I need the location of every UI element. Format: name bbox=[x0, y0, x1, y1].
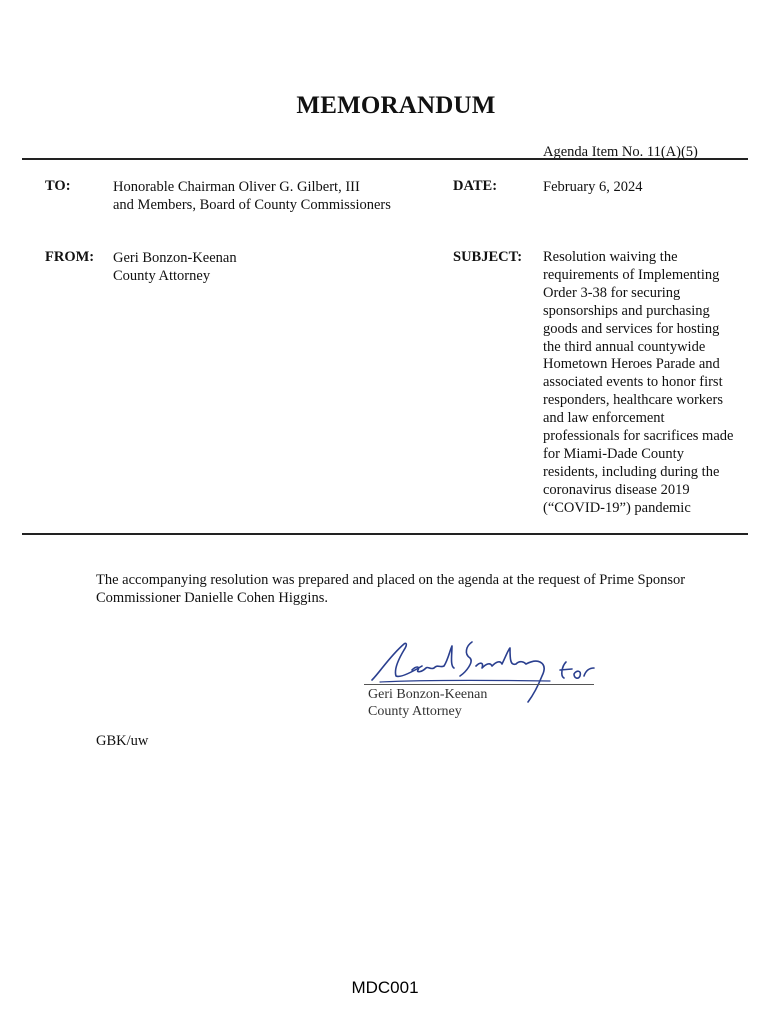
from-label: FROM: bbox=[45, 249, 95, 265]
to-line: and Members, Board of County Commissioners bbox=[113, 197, 391, 213]
typist-initials: GBK/uw bbox=[96, 733, 149, 749]
body-line: The accompanying resolution was prepared and placed on the agenda at the request of Prime Sponsor bbox=[96, 572, 686, 588]
subject-line: goods and services for hosting bbox=[543, 320, 720, 337]
from-sender bbox=[113, 249, 237, 285]
header-bottom-divider bbox=[22, 533, 748, 535]
header-divider bbox=[22, 158, 748, 160]
to-label: TO: bbox=[45, 178, 71, 194]
signature-line bbox=[364, 684, 594, 685]
to-recipients bbox=[113, 178, 391, 214]
subject-line: sponsorships and purchasing bbox=[543, 302, 710, 319]
subject-line: responders, healthcare workers bbox=[543, 392, 723, 409]
agenda-item-number: Agenda Item No. 11(A)(5) bbox=[543, 144, 698, 160]
subject-line: coronavirus disease 2019 bbox=[543, 481, 690, 498]
subject-line: Resolution waiving the bbox=[543, 249, 678, 265]
date-value: February 6, 2024 bbox=[543, 179, 643, 195]
subject-text bbox=[543, 249, 753, 518]
signatory-block bbox=[368, 686, 487, 720]
page-footer-code: MDC001 bbox=[351, 978, 419, 997]
date-label: DATE: bbox=[453, 178, 498, 194]
signatory-name: Geri Bonzon-Keenan bbox=[368, 687, 488, 702]
subject-line: requirements of Implementing bbox=[543, 266, 720, 283]
subject-line: professionals for sacrifices made bbox=[543, 428, 734, 445]
from-line: County Attorney bbox=[113, 268, 211, 284]
subject-label: SUBJECT: bbox=[453, 249, 523, 265]
subject-line: and law enforcement bbox=[543, 410, 665, 427]
body-line: Commissioner Danielle Cohen Higgins. bbox=[96, 590, 328, 606]
subject-line: (“COVID-19”) pandemic bbox=[543, 499, 691, 516]
from-line: Geri Bonzon-Keenan bbox=[113, 250, 237, 266]
subject-line: the third annual countywide bbox=[543, 338, 706, 355]
subject-line: for Miami-Dade County bbox=[543, 445, 684, 462]
memo-body bbox=[96, 571, 736, 607]
memo-title: MEMORANDUM bbox=[296, 92, 496, 119]
subject-line: residents, including during the bbox=[543, 463, 720, 480]
to-line: Honorable Chairman Oliver G. Gilbert, III bbox=[113, 179, 360, 195]
signatory-title: County Attorney bbox=[368, 704, 462, 719]
subject-line: Hometown Heroes Parade and bbox=[543, 356, 720, 373]
subject-line: Order 3-38 for securing bbox=[543, 284, 681, 301]
subject-line: associated events to honor first bbox=[543, 374, 723, 391]
